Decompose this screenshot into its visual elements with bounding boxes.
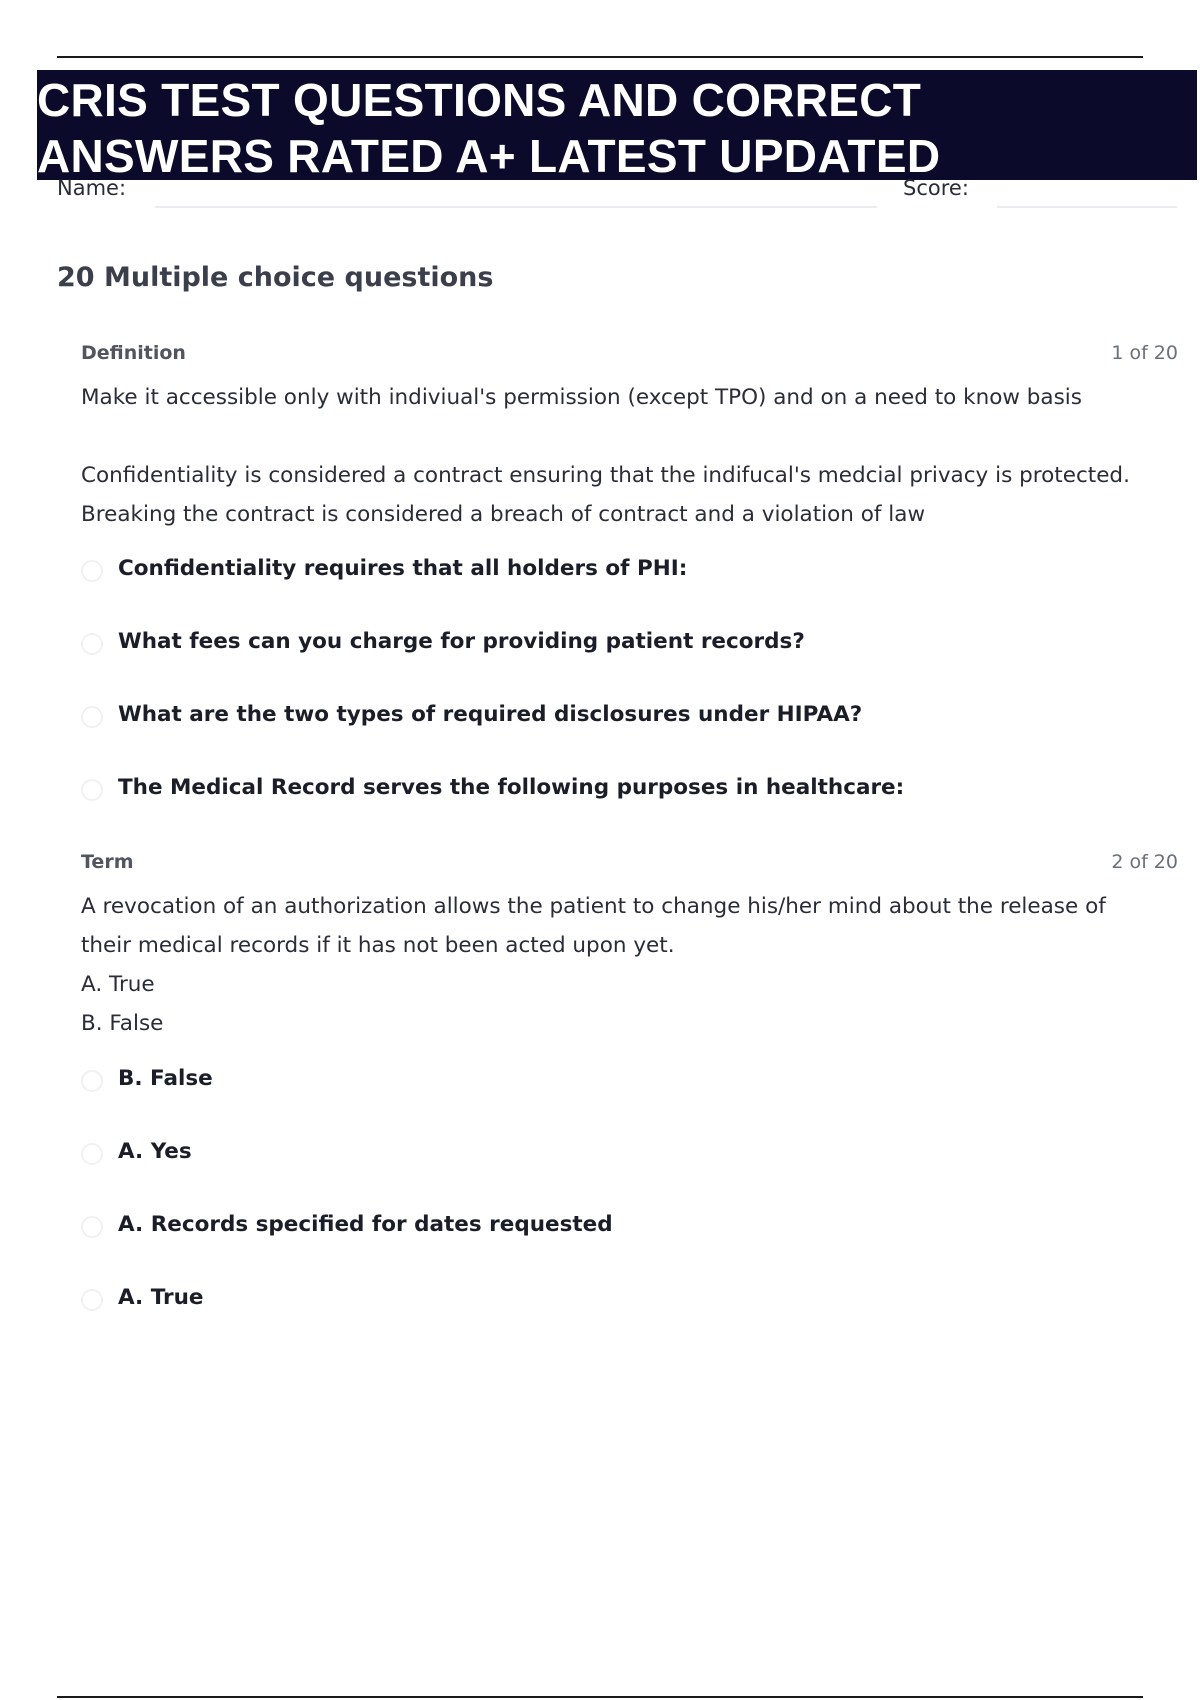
prompt-line: A. True [81,972,155,997]
question-counter: 2 of 20 [1111,851,1178,873]
answer-option[interactable] [81,773,1081,813]
answer-option-label: What are the two types of required disclosures under HIPAA? [118,702,863,727]
radio-button[interactable] [81,706,103,728]
prompt-line: B. False [81,1011,164,1036]
radio-button[interactable] [81,1289,103,1311]
prompt-line: A revocation of an authorization allows the patient to change his/her mind about the release of [81,894,1106,919]
question-type: Term [81,851,134,873]
answer-option-label: A. True [118,1285,204,1310]
question-prompt [81,378,1161,534]
document-title-line-1: CRIS TEST QUESTIONS AND CORRECT [37,74,922,126]
question-card [81,851,1178,1331]
name-field[interactable] [155,206,877,208]
radio-button[interactable] [81,1143,103,1165]
answer-option-label: What fees can you charge for providing patient records? [118,629,805,654]
question-prompt [81,887,1161,1043]
radio-button[interactable] [81,1070,103,1092]
answer-option[interactable] [81,1064,1081,1104]
prompt-line: Confidentiality is considered a contract ensuring that the indifucal's medcial privacy is protected. [81,463,1130,488]
bottom-rule [57,1696,1143,1698]
title-banner [37,70,1197,180]
answer-option[interactable] [81,1210,1081,1250]
answer-option[interactable] [81,627,1081,667]
answer-option-label: The Medical Record serves the following purposes in healthcare: [118,775,905,800]
document-title-line-2: ANSWERS RATED A+ LATEST UPDATED [37,130,941,182]
radio-button[interactable] [81,560,103,582]
prompt-line: Make it accessible only with indiviual's permission (except TPO) and on a need to know basis [81,385,1082,410]
name-score-row [57,176,1177,210]
answer-option[interactable] [81,554,1081,594]
answer-option[interactable] [81,700,1081,740]
answer-option-label: A. Records specified for dates requested [118,1212,613,1237]
prompt-line: Breaking the contract is considered a breach of contract and a violation of law [81,502,926,527]
question-counter: 1 of 20 [1111,342,1178,364]
radio-button[interactable] [81,633,103,655]
question-card [81,342,1178,812]
answer-option-label: A. Yes [118,1139,192,1164]
section-heading: 20 Multiple choice questions [57,262,494,293]
prompt-spacer [81,417,1161,456]
score-field[interactable] [997,206,1177,208]
question-type: Definition [81,342,186,364]
answer-option[interactable] [81,1137,1081,1177]
answer-option[interactable] [81,1283,1081,1323]
score-label: Score: [903,176,969,200]
prompt-line: their medical records if it has not been acted upon yet. [81,933,675,958]
top-rule [57,56,1143,58]
radio-button[interactable] [81,779,103,801]
radio-button[interactable] [81,1216,103,1238]
answer-option-label: Confidentiality requires that all holders of PHI: [118,556,688,581]
answer-option-label: B. False [118,1066,213,1091]
name-label: Name: [57,176,127,200]
